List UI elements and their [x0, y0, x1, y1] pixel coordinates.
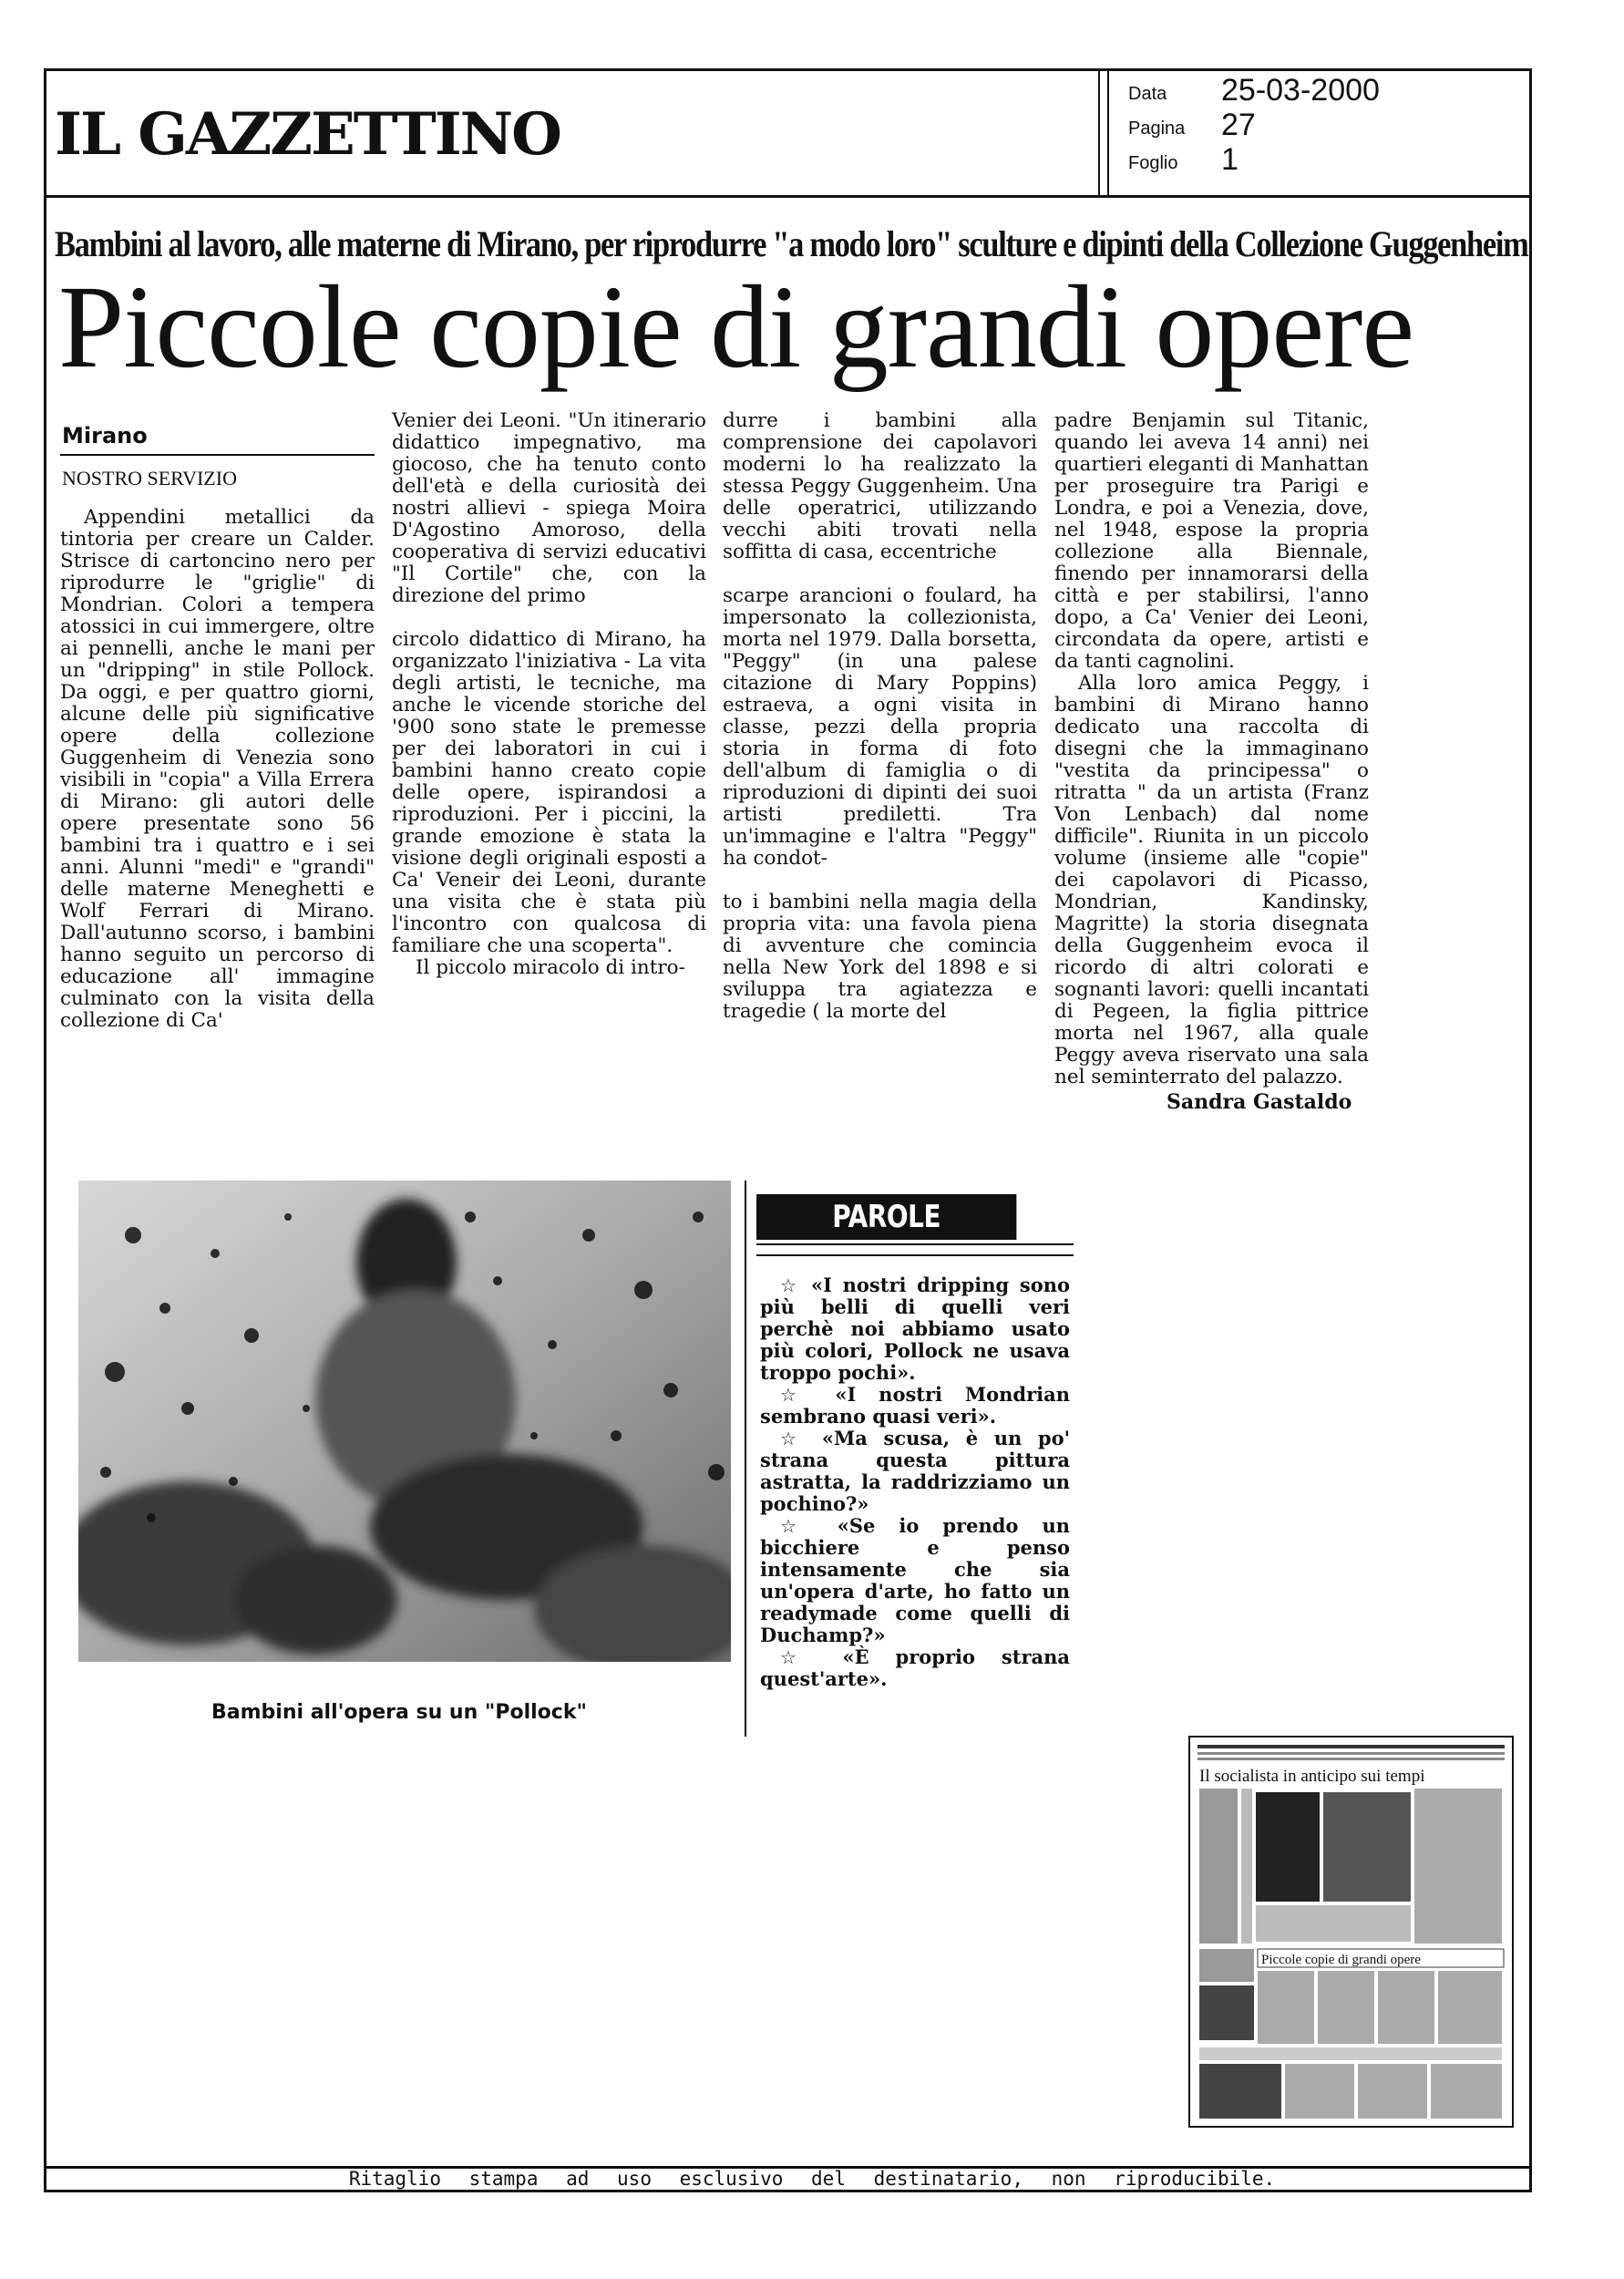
star-icon: ☆ — [780, 1515, 814, 1537]
header-divider — [1107, 68, 1109, 198]
author-signature: Sandra Gastaldo — [1167, 1090, 1352, 1114]
paragraph: padre Benjamin sul Titanic, quando lei aveva 14 anni) nei quartieri eleganti di Manhattan per proseguire tra Parigi e Londra, e poi a Venezia, dove, nel 1948, espose la propria collezione alla Biennale, finendo per innamorarsi della città e per stabilirsi, l'anno dopo, a Ca' Venier dei Leoni, circondata da opere, artisti e da tanti cagnolini. — [1054, 409, 1369, 673]
article-headline: Piccole copie di grandi opere — [58, 262, 1414, 393]
photo-caption: Bambini all'opera su un "Pollock" — [211, 1701, 587, 1724]
service-byline: NOSTRO SERVIZIO — [62, 467, 237, 490]
quote-text: «Ma scusa, è un po' strana questa pittura astratta, la raddrizziamo un pochino?» — [760, 1427, 1071, 1515]
children-painting-photo — [78, 1181, 731, 1662]
star-icon: ☆ — [780, 1274, 801, 1296]
quote-item — [760, 1646, 1070, 1690]
quote-text: «Se io prendo un bicchiere e penso intensamente che sia un'opera d'arte, ho fatto un readymade come quelli di Duchamp?» — [760, 1514, 1071, 1646]
paragraph: durre i bambini alla comprensione dei capolavori moderni lo ha realizzato la stessa Peggy Guggenheim. Una delle operatrici, utilizzando vecchi abiti trovati nella soffitta di casa, eccentriche — [723, 409, 1037, 563]
paragraph: Il piccolo miracolo di intro- — [416, 956, 685, 979]
quote-text: «I nostri Mondrian sembrano quasi veri». — [760, 1383, 1070, 1428]
paragraph: to i bambini nella magia della propria vita: una favola piena di avventure che comincia nella New York del 1898 e si sviluppa tra agiatezza e tragedie ( la morte del — [723, 891, 1037, 1023]
quote-item — [760, 1384, 1070, 1428]
paragraph: Alla loro amica Peggy, i bambini di Mirano hanno dedicato una raccolta di disegni che la immaginano "vestita da principessa" o ritratta " da un artista (Franz Von Lenbach) dal nome difficile". Riunita in un piccolo volume (insieme alle "copie" dei capolavori di Picasso, Mondrian, Kandinsky, Magritte) la storia disegnata della Guggenheim evoca il ricordo di altri colorati e sognanti lavori: quelli incantati di Pegeen, la figlia pittrice morta nel 1967, alla quale Peggy aveva riservato una sala nel seminterrato del palazzo. — [1054, 672, 1369, 1088]
photo-divider — [745, 1181, 746, 1737]
paragraph: circolo didattico di Mirano, ha organizzato l'iniziativa - La vita degli artisti, le tecniche, ma anche le vicende storiche del '900 sono state le premesse per dei laboratori in cui i bambini hanno creato copie delle opere, ispirandosi a riproduzioni. Per i piccini, la grande emozione è stata la visione degli originali esposti a Ca' Veneir dei Leoni, durante una visita che è stata più l'incontro con qualcosa di familiare che una scoperta". — [392, 628, 706, 957]
quote-text: «È proprio strana quest'arte». — [760, 1645, 1070, 1690]
star-icon: ☆ — [780, 1428, 807, 1449]
sidebar-title: PAROLE D'ARTISTA — [756, 1194, 1016, 1240]
quote-item — [760, 1428, 1070, 1515]
dateline: Mirano — [62, 423, 148, 449]
sidebar-quotes — [760, 1274, 1070, 1690]
date-label: Data — [1128, 84, 1167, 104]
quote-item — [760, 1274, 1070, 1384]
thumbnail-mini-headline: Piccole copie di grandi opere — [1261, 1953, 1421, 1967]
date-value: 25-03-2000 — [1221, 73, 1380, 108]
dateline-rule — [60, 454, 375, 456]
thumbnail-headline: Il socialista in anticipo sui tempi — [1199, 1767, 1425, 1786]
article-column-2 — [392, 410, 706, 979]
quote-item — [760, 1515, 1070, 1646]
star-icon: ☆ — [780, 1384, 813, 1406]
paragraph: Venier dei Leoni. "Un itinerario didattico impegnativo, ma giocoso, che ha tenuto conto dell'età e della curiosità dei nostri allievi - spiega Moira D'Agostino Amoroso, della cooperativa di servizi educativi "Il Cortile" che, con la direzione del primo — [392, 409, 706, 607]
page-label: Pagina — [1128, 119, 1186, 139]
article-overline: Bambini al lavoro, alle materne di Mirano, per riprodurre "a modo loro" sculture e dipinti della Collezione Guggenheim — [55, 223, 1528, 264]
article-column-4 — [1054, 410, 1369, 1088]
page-thumbnail — [1188, 1736, 1514, 2128]
article-column-1 — [60, 507, 375, 1032]
page-value: 27 — [1221, 108, 1256, 142]
header-divider — [1098, 68, 1100, 198]
reproduction-notice: Ritaglio stampa ad uso esclusivo del destinatario, non riproducibile. — [348, 2168, 1276, 2190]
paragraph: Appendini metallici da tintoria per creare un Calder. Strisce di cartoncino nero per riprodurre le "griglie" di Mondrian. Colori a tempera atossici in cui immergere, oltre ai pennelli, anche le mani per un "dripping" in stile Pollock. Da oggi, e per quattro giorni, alcune delle più significative opere della collezione Guggenheim di Venezia sono visibili in "copia" a Villa Errera di Mirano: gli autori delle opere presentate sono 56 bambini tra i quattro e i sei anni. Alunni "medi" e "grandi" delle materne Meneghetti e Wolf Ferrari di Mirano. Dall'autunno scorso, i bambini hanno seguito un percorso di educazione all' immagine culminato con la visita della collezione di Ca' — [60, 506, 375, 1032]
sheet-label: Foglio — [1128, 153, 1178, 173]
newspaper-masthead: IL GAZZETTINO — [55, 100, 560, 169]
sidebar-rules — [756, 1243, 1074, 1256]
star-icon: ☆ — [780, 1646, 817, 1668]
thumbnail-layout — [1190, 1738, 1512, 2126]
paragraph: scarpe arancioni o foulard, ha impersonato la collezionista, morta nel 1979. Dalla borsetta, "Peggy" (in una palese citazione di Mary Poppins) estraeva, a ogni visita in classe, pezzi della propria storia in forma di foto dell'album di famiglia o di riproduzioni di dipinti dei suoi artisti prediletti. Tra un'immagine e l'altra "Peggy" ha condot- — [723, 584, 1037, 870]
quote-text: «I nostri dripping sono più belli di quelli veri perchè noi abbiamo usato più colori, Pollock ne usava troppo pochi». — [760, 1274, 1070, 1384]
article-column-3 — [723, 410, 1037, 1023]
sheet-value: 1 — [1221, 142, 1239, 177]
